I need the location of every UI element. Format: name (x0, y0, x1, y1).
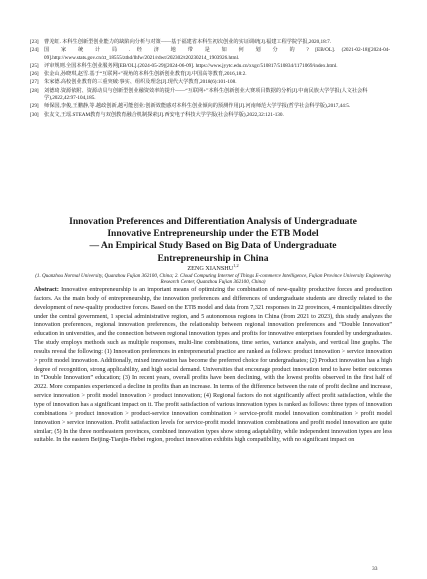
author-affiliation-marker: 1,2 (233, 262, 239, 268)
reference-list (30, 39, 390, 120)
reference-item (30, 39, 390, 47)
reference-number: [28] (30, 87, 39, 94)
reference-text: 曹羌虹. 本科生创新型创业能力的缺陷向分析与对策——基于福建省本科生初次创业的实证调研[J].福建工程学院学报,2020,18:7. (44, 39, 332, 45)
abstract-body: Innovative entrepreneurship is an important means of optimizing the combination of new-quality productive forces and production factors. As the main body of entrepreneurship, the innovation preferences and differences of undergraduate students are directly related to the development of new-quality productive forces. Based on the ETB model and data from 7,321 responses in 22 provinces, 4 municipalities directly under the central government, 1 special administrative region, and 5 autonomous regions in China (from 2021 to 2023), this study analyzes the innovation preferences, regional innovation preferences, the relationship between regional innovation preferences and “Double Innovation” education in universities, and the connection between regional innovation types and profits for innovative enterprises founded by undergraduates. The study employs methods such as multiple responses, multi-line combinations, time series, variance analysis, and vertical line graphs. The results reveal the following: (1) Innovation preferences in entrepreneurial practice are ranked as follows: product innovation > service innovation > profit model innovation. Additionally, mixed innovation has become the preferred choice for undergraduates; (2) Product innovation has a high degree of recognition, strong applicability, and high social demand. Universities that encourage product innovation tend to have better outcomes in “Double Innovation” education; (3) In recent years, overall profits have been declining, with the lowest profits observed in the first half of 2022. More companies experienced a decline in profits than an increase. In terms of the difference between the rate of profit decline and increase, service innovation > profit model innovation > product innovation; (4) Regional factors do not significantly affect profit satisfaction, while the type of innovation has a significant impact on it. The profit satisfaction of various innovation types is ranked as follows: three types of innovation combinations > product innovation > product-service innovation combination > service-profit model innovation combination > profit model innovation > service innovation. Profit satisfaction levels for service-profit model innovation combinations and profit model innovation are quite similar; (5) In the three northeastern provinces, combined innovation types show strong adaptability, while independent innovation types are less suitable. In the eastern Beijing-Tianjin-Hebei region, product innovation exhibits high compatibility, with no significant impact on (34, 287, 393, 444)
reference-item (30, 63, 390, 71)
reference-item (30, 88, 390, 103)
reference-text: 国 家 统 计 局 . 经 济 地 带 是 如 何 划 分 的 ? [EB/OL]. (2021-02-18)[2024-04-09].http://www.stats.gov.cn/zt_18555/zthd/lhfw/2021/rdwt/202302/t20230214_1903926.html. (44, 47, 390, 61)
reference-item (30, 103, 390, 111)
reference-number: [24] (30, 47, 39, 54)
reference-text: 师保国,李俊,王鹏静,等.越政创新,越可能创业:创新效能感对本科生创业倾向的预测作用[J].河南师范大学学报(哲学社会科学版),2017,44:5. (44, 103, 351, 110)
reference-number: [26] (30, 71, 39, 78)
author-affiliation: (1. Quanzhou Normal University, Quanzhou Fujian 362100, China; 2. Cloud Computing Internet of Things E-commerce Intelligence, Fujian Province University Engineering Research Center, Quanzhou Fujian 362100, China) (35, 272, 391, 286)
reference-text: 朱家德.高校创业教育的三重突破:事实、组织及理念[J].现代大学教育,2018(6):101-108. (44, 79, 237, 86)
reference-text: 张金山,孙晓琪,赵雪.基于“互联网+”视角的本科生创新创业教育[J].中国高等教育,2016,18:2. (44, 71, 247, 78)
paper-title-line: — An Empirical Study Based on Big Data of Undergraduate (89, 240, 337, 252)
paper-title-line: Innovative Entrepreneurship under the ETB Model (107, 228, 319, 240)
reference-number: [25] (30, 62, 39, 69)
reference-item (30, 79, 390, 87)
reference-text: 张友文,王瑶.STEAM教育与双创教育融合机制探索[J].西安电子科技大学学报(社会科学版),2022,32:121-130. (44, 111, 284, 118)
reference-text: 刘德琦.资源依附、资源动员与创新型创业融资效率的提升——“互联网+”本科生创新创业大赛项目数据的分析[J].中南民族大学学报(人文社会科学),2022,42:97-104,185. (44, 87, 368, 102)
reference-number: [23] (30, 39, 39, 45)
abstract (34, 286, 392, 445)
paper-title-line: Entrepreneurship in China (157, 252, 269, 264)
reference-text: 评审规则.全国本科生创业服务网[EB/OL].(2024-05-29)[2024-06-09]. https://www.jyytc.edu.cn/xxgc/510817/510834/1171069/index.html. (44, 62, 338, 69)
paper-title-block (34, 216, 392, 286)
page-number: 33 (372, 566, 378, 572)
reference-number: [30] (30, 111, 39, 118)
reference-item (30, 71, 390, 79)
reference-item (30, 47, 390, 62)
paper-title-line: Innovation Preferences and Differentiation Analysis of Undergraduate (69, 216, 357, 227)
reference-number: [27] (30, 79, 39, 86)
reference-item (30, 112, 390, 120)
abstract-label: Abstract: (34, 287, 59, 293)
author-name (34, 262, 392, 273)
reference-number: [29] (30, 103, 39, 110)
author-name-text: ZENG XIANSHU (187, 264, 234, 272)
